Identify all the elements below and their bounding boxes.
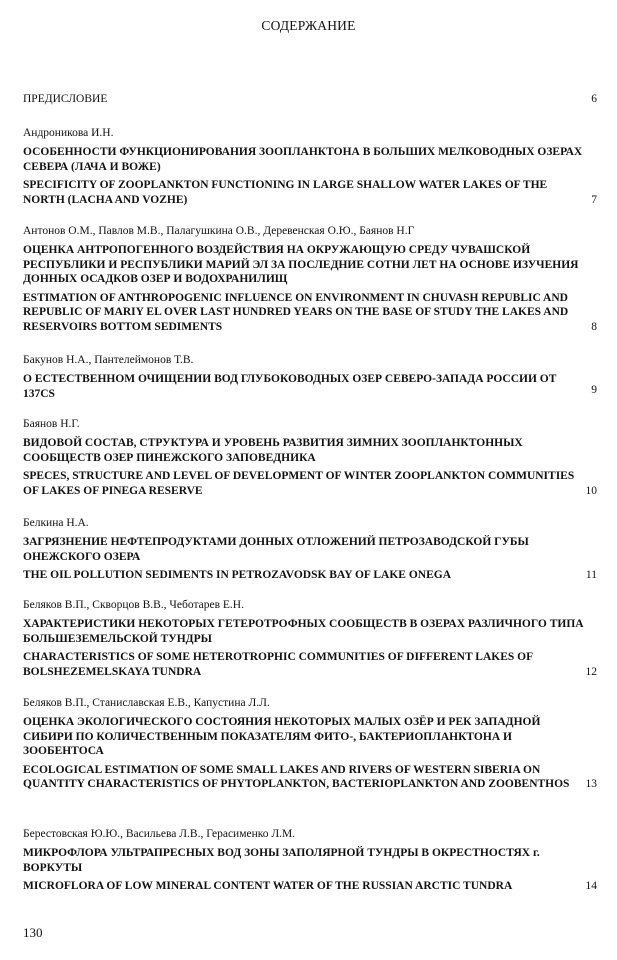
entry-title-ru: МИКРОФЛОРА УЛЬТРАПРЕСНЫХ ВОД ЗОНЫ ЗАПОЛЯРНОЙ ТУНДРЫ В ОКРЕСТНОСТЯХ г. ВОРКУТЫ	[23, 847, 540, 874]
toc-entry-antonov	[23, 224, 597, 334]
entry-page-number: 11	[585, 569, 597, 581]
entry-authors: Берестовская Ю.Ю., Васильева Л.В., Герасименко Л.М.	[23, 828, 296, 840]
toc-entry-bakunov	[23, 353, 597, 405]
entry-title-en-row	[23, 568, 597, 583]
entry-title-en-row	[23, 763, 597, 792]
entry-title-en-row	[23, 291, 597, 335]
footer-page-number: 130	[23, 925, 43, 940]
entry-page-number: 14	[585, 880, 597, 892]
toc-entry-belkina	[23, 516, 597, 583]
entry-page-number: 8	[591, 320, 597, 333]
toc-entry-belyakov-1	[23, 598, 597, 679]
page-title: СОДЕРЖАНИЕ	[261, 18, 356, 33]
preface-entry	[23, 93, 597, 105]
entry-title-en-row	[23, 650, 597, 679]
entry-title-ru: О ЕСТЕСТВЕННОМ ОЧИЩЕНИИ ВОД ГЛУБОКОВОДНЫХ ОЗЕР СЕВЕРО-ЗАПАДА РОССИИ ОТ 137CS	[23, 373, 557, 400]
entry-authors: Белкина Н.А.	[23, 517, 89, 529]
entry-authors: Беляков В.П., Станиславская Е.В., Капустина Л.Л.	[23, 697, 270, 709]
entry-page-number: 10	[585, 484, 597, 497]
entry-title-en-row	[23, 178, 597, 207]
entry-page-number: 13	[585, 778, 597, 790]
entry-title-en-row	[23, 879, 597, 894]
entry-title-en: MICROFLORA OF LOW MINERAL CONTENT WATER OF THE RUSSIAN ARCTIC TUNDRA	[23, 880, 513, 892]
toc-entry-androniковa	[23, 126, 597, 207]
preface-label: ПРЕДИСЛОВИЕ	[23, 93, 108, 105]
entry-title-en: THE OIL POLLUTION SEDIMENTS IN PETROZAVODSK BAY OF LAKE ONEGA	[23, 569, 452, 581]
entry-title-ru-row	[23, 372, 597, 401]
entry-title-en: ECOLOGICAL ESTIMATION OF SOME SMALL LAKES AND RIVERS OF WESTERN SIBERIA ON QUANTITY CHARACTERISTICS OF PHYTOPLANKTON, BACTERIOPLANKTON AND ZOOBENTHOS	[23, 763, 570, 790]
entry-title-en: ESTIMATION OF ANTHROPOGENIC INFLUENCE ON ENVIRONMENT IN CHUVASH REPUBLIC AND REPUBLIC OF MARIY EL OVER LAST HUNDRED YEARS ON THE BASE OF STUDY THE LAKES AND RESERVOIRS BOTTOM SEDIMENTS	[23, 291, 569, 333]
toc-entry-bayanov	[23, 417, 597, 498]
entry-title-ru: ВИДОВОЙ СОСТАВ, СТРУКТУРА И УРОВЕНЬ РАЗВИТИЯ ЗИМНИХ ЗООПЛАНКТОННЫХ СООБЩЕСТВ ОЗЕР ПИНЕЖСКОГО ЗАПОВЕДНИКА	[23, 437, 523, 464]
entry-title-en: CHARACTERISTICS OF SOME HETEROTROPHIC COMMUNITIES OF DIFFERENT LAKES OF BOLSHEZEMELSKAYA TUNDRA	[23, 651, 533, 678]
entry-title-ru: ОЦЕНКА АНТРОПОГЕННОГО ВОЗДЕЙСТВИЯ НА ОКРУЖАЮЩУЮ СРЕДУ ЧУВАШСКОЙ РЕСПУБЛИКИ И РЕСПУБЛИКИ МАРИЙ ЭЛ ЗА ПОСЛЕДНИЕ СОТНИ ЛЕТ НА ОСНОВЕ ИЗУЧЕНИЯ ДОННЫХ ОСАДКОВ ОЗЕР И ВОДОХРАНИЛИЩ	[23, 244, 579, 285]
entry-authors: Беляков В.П., Скворцов В.В., Чеботарев Е.Н.	[23, 599, 244, 611]
toc-entry-berestovskaya	[23, 827, 597, 894]
entry-title-ru: ЗАГРЯЗНЕНИЕ НЕФТЕПРОДУКТАМИ ДОННЫХ ОТЛОЖЕНИЙ ПЕТРОЗАВОДСКОЙ ГУБЫ ОНЕЖСКОГО ОЗЕРА	[23, 536, 529, 563]
entry-title-ru: ХАРАКТЕРИСТИКИ НЕКОТОРЫХ ГЕТЕРОТРОФНЫХ СООБЩЕСТВ В ОЗЕРАХ РАЗЛИЧНОГО ТИПА БОЛЬШЕЗЕМЕЛЬСКОЙ ТУНДРЫ	[23, 618, 584, 645]
entry-title-ru: ОЦЕНКА ЭКОЛОГИЧЕСКОГО СОСТОЯНИЯ НЕКОТОРЫХ МАЛЫХ ОЗЁР И РЕК ЗАПАДНОЙ СИБИРИ ПО КОЛИЧЕСТВЕННЫМ ПОКАЗАТЕЛЯМ ФИТО-, БАКТЕРИОПЛАНКТОНА И ЗООБЕНТОСА	[23, 716, 541, 757]
entry-page-number: 12	[585, 665, 597, 678]
preface-page-number: 6	[591, 93, 597, 105]
entry-authors: Антонов О.М., Павлов М.В., Палагушкина О.В., Деревенская О.Ю., Баянов Н.Г	[23, 225, 415, 237]
entry-title-en-row	[23, 469, 597, 498]
entry-page-number: 7	[591, 193, 597, 206]
toc-entry-belyakov-2	[23, 696, 597, 792]
entry-authors: Бакунов Н.А., Пантелеймонов Т.В.	[23, 354, 194, 366]
entry-title-ru: ОСОБЕННОСТИ ФУНКЦИОНИРОВАНИЯ ЗООПЛАНКТОНА В БОЛЬШИХ МЕЛКОВОДНЫХ ОЗЕРАХ СЕВЕРА (ЛАЧА И ВОЖЕ)	[23, 146, 583, 173]
entry-title-en: SPECIFICITY OF ZOOPLANKTON FUNCTIONING IN LARGE SHALLOW WATER LAKES OF THE NORTH (LACHA AND VOZHE)	[23, 179, 548, 206]
entry-authors: Андроникова И.Н.	[23, 127, 114, 139]
entry-page-number: 9	[591, 383, 597, 396]
entry-authors: Баянов Н.Г.	[23, 418, 80, 430]
entry-title-en: SPECES, STRUCTURE AND LEVEL OF DEVELOPMENT OF WINTER ZOOPLANKTON COMMUNITIES OF LAKES OF PINEGA RESERVE	[23, 470, 575, 497]
